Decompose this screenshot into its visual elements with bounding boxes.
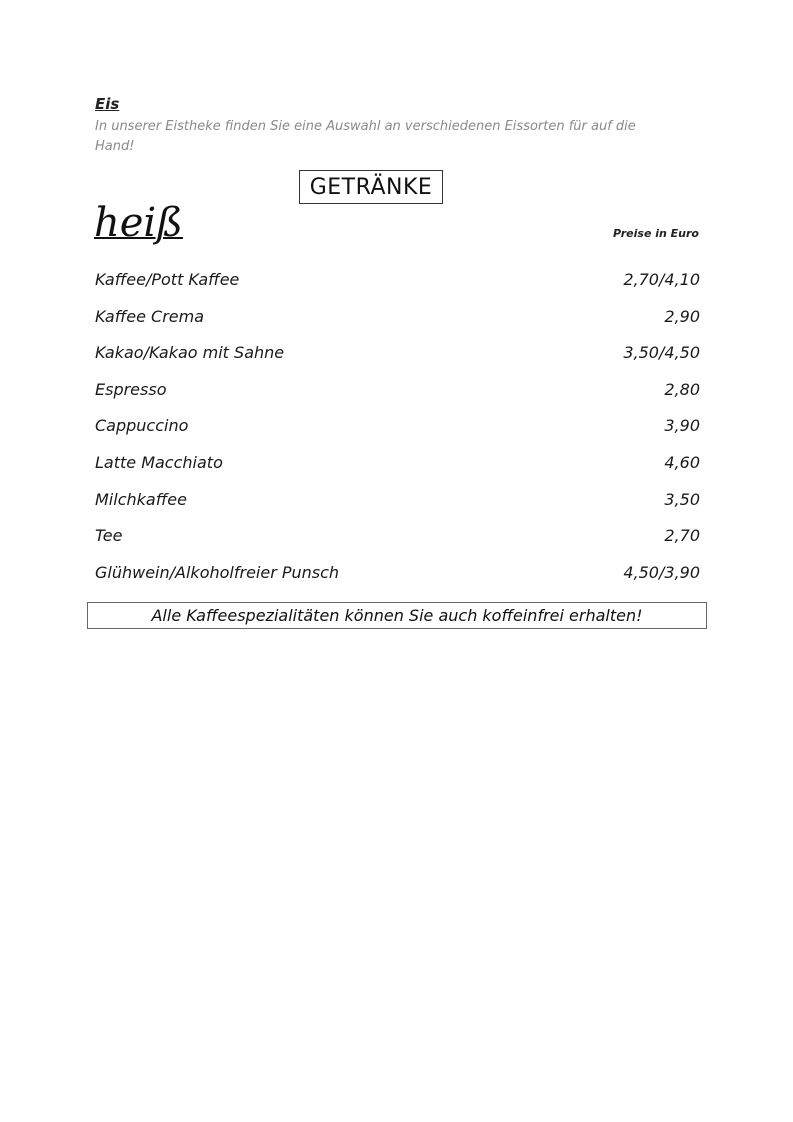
item-price: 3,50/4,50 <box>623 343 700 363</box>
item-name: Espresso <box>95 379 167 399</box>
item-price: 2,70/4,10 <box>623 270 700 289</box>
list-item <box>95 307 700 344</box>
item-name: Tee <box>95 526 123 546</box>
list-item <box>95 453 700 490</box>
item-name: Kaffee Crema <box>95 306 205 326</box>
list-item <box>95 490 700 527</box>
list-item <box>95 416 700 453</box>
eis-heading: Eis <box>95 95 120 113</box>
item-price: 3,50 <box>664 489 700 509</box>
list-item <box>95 526 700 563</box>
section-title-heiss: heiß <box>94 200 183 246</box>
list-item <box>95 563 700 600</box>
item-name: Kaffee/Pott Kaffee <box>95 270 240 289</box>
price-currency-note: Preise in Euro <box>613 227 699 240</box>
item-price: 4,60 <box>664 452 700 472</box>
getraenke-heading: GETRÄNKE <box>299 170 443 204</box>
item-price: 2,80 <box>664 379 700 399</box>
list-item <box>95 380 700 417</box>
drinks-list <box>95 270 700 599</box>
item-name: Milchkaffee <box>95 489 187 509</box>
item-price: 3,90 <box>664 416 700 436</box>
item-name: Latte Macchiato <box>95 452 223 472</box>
item-price: 2,70 <box>664 526 700 546</box>
item-name: Cappuccino <box>95 416 189 436</box>
list-item <box>95 270 700 307</box>
item-name: Kakao/Kakao mit Sahne <box>95 343 285 363</box>
item-price: 2,90 <box>664 306 700 326</box>
item-price: 4,50/3,90 <box>623 562 700 582</box>
eis-description: In unserer Eistheke finden Sie eine Auswahl an verschiedenen Eissorten für auf die Hand! <box>95 119 636 154</box>
item-name: Glühwein/Alkoholfreier Punsch <box>95 562 340 582</box>
list-item <box>95 343 700 380</box>
decaf-note: Alle Kaffeespezialitäten können Sie auch koffeinfrei erhalten! <box>87 602 707 629</box>
